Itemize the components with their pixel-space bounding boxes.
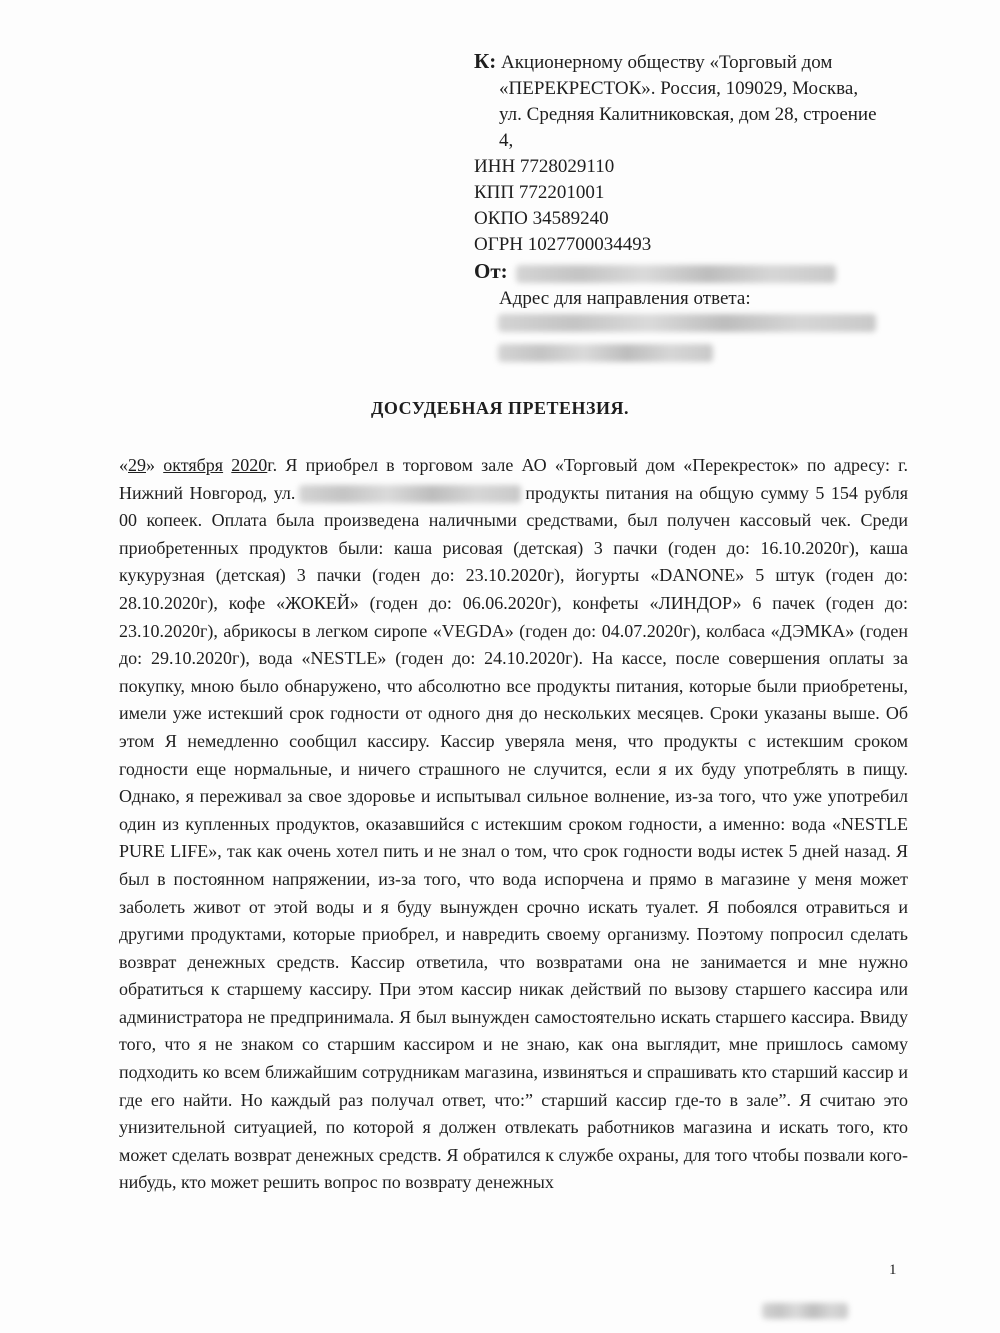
recipient-label: К: <box>474 49 497 73</box>
claim-text-part-1: г. Я приобрел в торговом зале АО «Торговый дом «Перекресток» по адресу: г. Нижний Новгород, ул. <box>119 455 909 503</box>
reply-address-redacted-1 <box>498 314 876 332</box>
page-number: 1 <box>889 1262 897 1278</box>
claim-year: 2020 <box>231 455 268 475</box>
claim-day: 29 <box>128 455 146 475</box>
document-title: ДОСУДЕБНАЯ ПРЕТЕНЗИЯ. <box>370 398 630 418</box>
claim-paragraph: «29» октября 2020г. Я приобрел в торговом зале АО «Торговый дом «Перекресток» по адресу: г. Нижний Новгород, ул. продукты питания на общую сумму 5 154 рубля 00 копеек. Оплата была произведена наличными средствами, был получен кассовый чек. Среди приобретенных продуктов были: каша рисовая (детская) 3 пачки (годен до: 16.10.2020г), каша кукурузная (детская) 3 пачки (годен до: 23.10.2020г), йогурты «DANONE» 5 штук (годен до: 28.10.2020г), кофе «ЖОКЕЙ» (годен до: 06.06.2020г), конфеты «ЛИНДОР» 6 пачек (годен до: 23.10.2020г), абрикосы в легком сиропе «VEGDA» (годен до: 04.07.2020г), колбаса «ДЭМКА» (годен до: 29.10.2020г), вода «NESTLE» (годен до: 24.10.2020г). На кассе, после совершения оплаты за покупку, мною было обнаружено, что абсолютно все продукты питания, которые были приобретены, имели уже истекший срок годности от одного дня до нескольких месяцев. Сроки указаны выше. Об этом Я немедленно сообщил кассиру. Кассир уверяла меня, что продукты с истекшим сроком годности еще нормальные, и ничего страшного не случится, если я их буду употреблять в пищу. Однако, я переживал за свое здоровье и испытывал сильное волнение, из-за того, что уже употребил один из купленных продуктов, оказавшийся с истекшим сроком годности, а именно: вода «NESTLE PURE LIFE», так как очень хотел пить и не знал о том, что срок годности воды истек 5 дней назад. Я был в постоянном напряжении, из-за того, что вода испорчена и прямо в магазине у меня может заболеть живот от этой воды и я буду вынужден срочно искать туалет. Я побоялся отравиться и другими продуктами, которые приобрел, и навредить своему организму. Поэтому попросил сделать возврат денежных средств. Кассир ответила, что возвратами она не занимается и мне нужно обратиться к старшему кассиру. При этом кассир никак действий по вызову старшего кассира или администратора не предпринимала. Я был вынужден самостоятельно искать старшего кассира. Ввиду того, что я не знаком со старшим кассиром и не знаю, как она выглядит, мне пришлось самому подходить ко всем ближайшим сотрудникам магазина, извиняться и спрашивать кто старший кассир и где его найти. Но каждый раз получал ответ, что:” старший кассир где-то в зале”. Я считаю это унизительной ситуацией, по которой я должен отвлекать работников магазина и искать того, кто может сделать возврат денежных средств. Я обратился к службе охраны, для того чтобы позвали кого-нибудь, кто может решить вопрос по возврату денежных <box>119 455 909 1193</box>
recipient-kpp: КПП 772201001 <box>474 182 605 203</box>
sender-line <box>474 258 914 286</box>
claim-month: октября <box>163 455 224 475</box>
recipient-line-3: ул. Средняя Калитниковская, дом 28, строение <box>499 104 877 125</box>
recipient-inn: ИНН 7728029110 <box>474 156 615 177</box>
claim-body <box>119 452 908 1197</box>
recipient-ogrn: ОГРН 1027700034493 <box>474 234 652 255</box>
recipient-okpo: ОКПО 34589240 <box>474 208 609 229</box>
sender-name-redacted <box>516 265 836 283</box>
reply-address-redacted-2 <box>498 344 713 362</box>
recipient-line-4: 4, <box>499 130 514 151</box>
sender-label: От: <box>474 259 508 283</box>
reply-address-label: Адрес для направления ответа: <box>499 288 751 309</box>
recipient-block <box>474 48 914 312</box>
recipient-line-1: Акционерному обществу «Торговый дом <box>500 52 833 73</box>
street-redacted <box>299 485 521 503</box>
claim-text-part-2: продукты питания на общую сумму 5 154 рубля 00 копеек. Оплата была произведена наличными средствами, был получен кассовый чек. Среди приобретенных продуктов были: каша рисовая (детская) 3 пачки (годен до: 16.10.2020г), каша кукурузная (детская) 3 пачки (годен до: 23.10.2020г), йогурты «DANONE» 5 штук (годен до: 28.10.2020г), кофе «ЖОКЕЙ» (годен до: 06.06.2020г), конфеты «ЛИНДОР» 6 пачек (годен до: 23.10.2020г), абрикосы в легком сиропе «VEGDA» (годен до: 04.07.2020г), колбаса «ДЭМКА» (годен до: 29.10.2020г), вода «NESTLE» (годен до: 24.10.2020г). На кассе, после совершения оплаты за покупку, мною было обнаружено, что абсолютно все продукты питания, которые были приобретены, имели уже истекший срок годности от одного дня до нескольких месяцев. Сроки указаны выше. Об этом Я немедленно сообщил кассиру. Кассир уверяла меня, что продукты с истекшим сроком годности еще нормальные, и ничего страшного не случится, если я их буду употреблять в пищу. Однако, я переживал за свое здоровье и испытывал сильное волнение, из-за того, что уже употребил один из купленных продуктов, оказавшийся с истекшим сроком годности, а именно: вода «NESTLE PURE LIFE», так как очень хотел пить и не знал о том, что срок годности воды истек 5 дней назад. Я был в постоянном напряжении, из-за того, что вода испорчена и прямо в магазине у меня может заболеть живот от этой воды и я буду вынужден срочно искать туалет. Я побоялся отравиться и другими продуктами, которые приобрел, и навредить своему организму. Поэтому попросил сделать возврат денежных средств. Кассир ответила, что возвратами она не занимается и мне нужно обратиться к старшему кассиру. При этом кассир никак действий по вызову старшего кассира или администратора не предпринимала. Я был вынужден самостоятельно искать старшего кассира. Ввиду того, что я не знаком со старшим кассиром и не знаю, как она выглядит, мне пришлось самому подходить ко всем ближайшим сотрудникам магазина, извиняться и спрашивать кто старший кассир и где его найти. Но каждый раз получал ответ, что:” старший кассир где-то в зале”. Я считаю это унизительной ситуацией, по которой я должен отвлекать работников магазина и искать того, кто может сделать возврат денежных средств. Я обратился к службе охраны, для того чтобы позвали кого-нибудь, кто может решить вопрос по возврату денежных <box>119 482 908 1193</box>
signature-redacted <box>762 1303 848 1319</box>
recipient-line-2: «ПЕРЕКРЕСТОК». Россия, 109029, Москва, <box>499 78 859 99</box>
